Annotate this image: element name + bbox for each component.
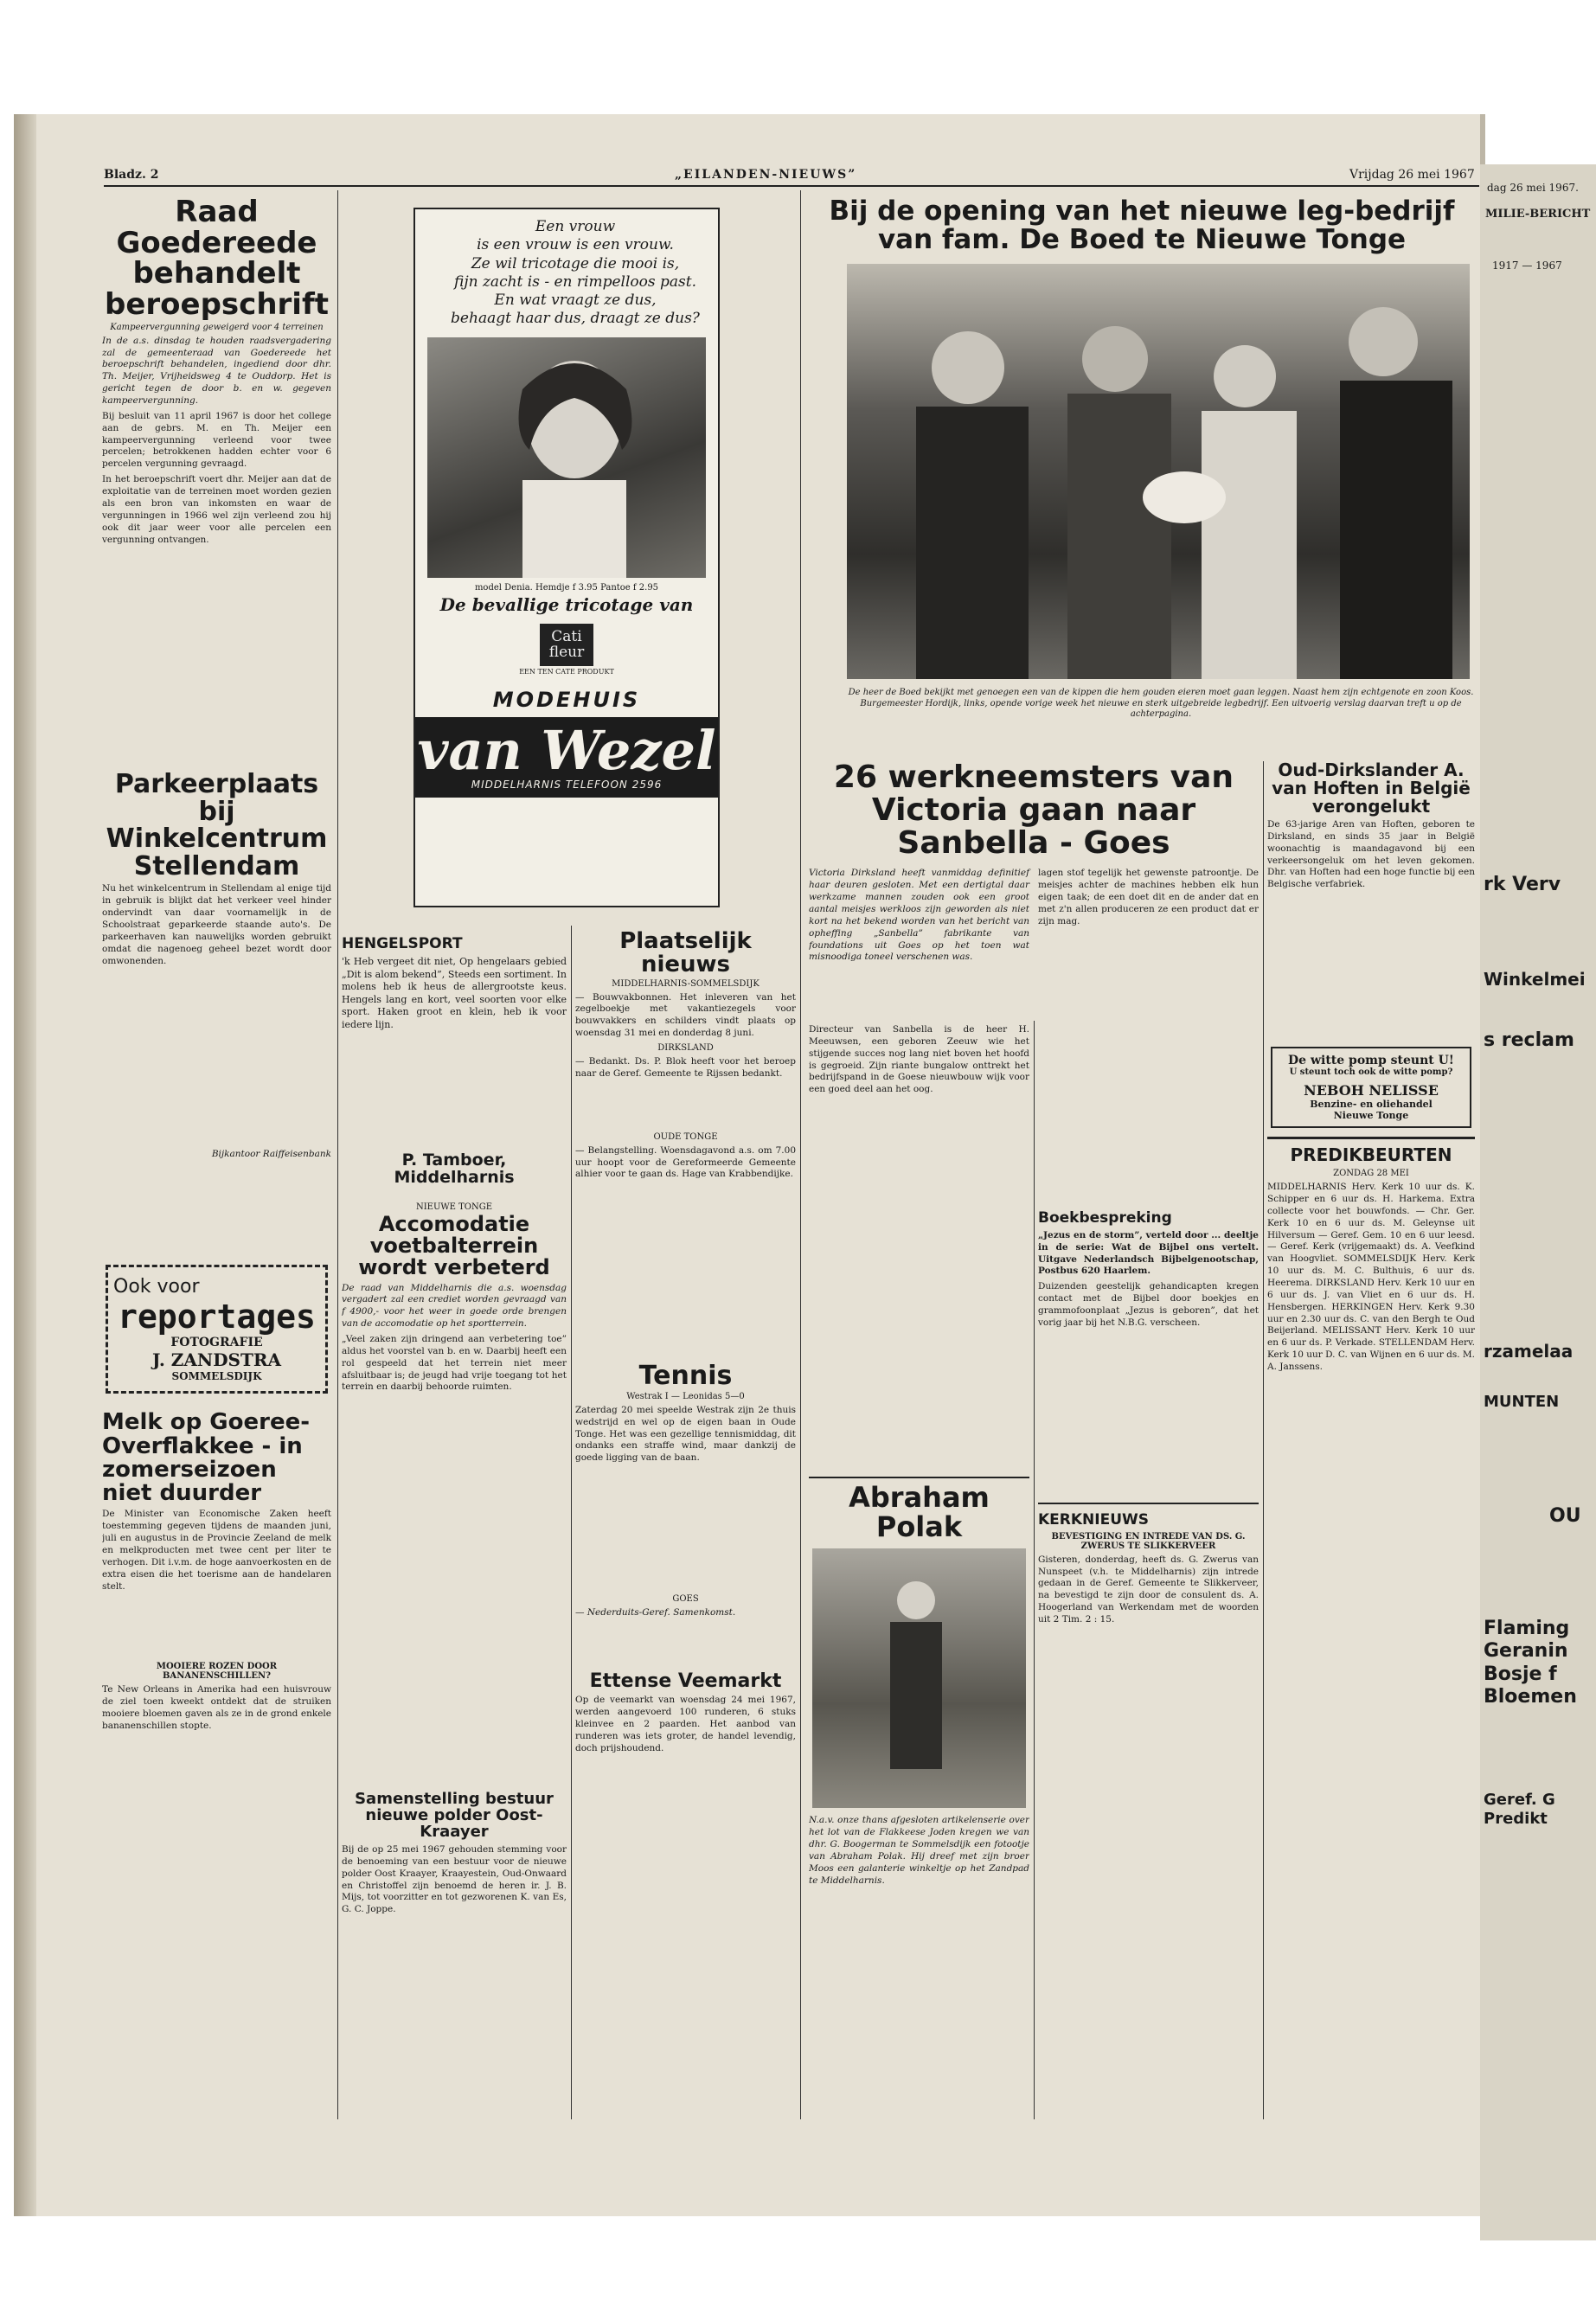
plaats-sub1: MIDDELHARNIS-SOMMELSDIJK [612, 978, 760, 989]
ad-slogan: De bevallige tricotage van [439, 593, 694, 615]
pomp-line5: Nieuwe Tonge [1333, 1110, 1409, 1122]
edge-t4: rk Verv [1484, 874, 1561, 895]
tennis-sub: Westrak I — Leonidas 5—0 [626, 1391, 745, 1401]
kerk-body: Gisteren, donderdag, heeft ds. G. Zwerus van Nunspeet (v.h. te Middelharnis) zijn intrede gedaan in de Geref. Gemeente te Slikkerveer, na bevestigd te zijn door de consulent ds. A. Hoogerland van Werkendam met de woorden uit 2 Tim. 2 : 15. [1038, 1554, 1259, 1625]
voetbal-body: „Veel zaken zijn dringend aan verbetering toe” aldus het voorstel van b. en w. Daarbij heeft een rol gespeeld dat het terrein niet meer afsluitbaar is; de jeugd had vrije toegang tot het terrein en daarbij behoorde ruimten. [342, 1333, 567, 1393]
vanwezel-ad [413, 208, 720, 907]
victoria-title: 26 werkneemsters van Victoria gaan naar Sanbella - Goes [833, 761, 1234, 861]
melk-body: De Minister van Economische Zaken heeft toestemming gegeven tijdens de maanden juni, juli en augustus in de Provincie Zeeland de melk en melkproducten met twee cent per liter te verhogen. Dit i.v.m. de hoge aanvoerkosten en de extra eisen die het toerisme aan de handelaren stelt. [102, 1509, 331, 1592]
boek-body: Duizenden geestelijk gehandicapten kregen contact met de Bijbel door boekjes en grammofoonplaat „Jezus is geboren”, dat het vorig jaar bij het N.B.G. verscheen. [1038, 1281, 1259, 1328]
veemarkt-title: Ettense Veemarkt [589, 1670, 782, 1692]
ad-verse1: Een vrouw [535, 218, 616, 235]
predik-body: MIDDELHARNIS Herv. Kerk 10 uur ds. K. Schipper en 6 uur ds. H. Harkema. Extra collecte voor het bouwfonds. — Chr. Ger. Kerk 10 en 6 uur ds. M. Geleynse uit Hilversum — Geref. Gem. 10 en 6 uur leesd. — Geref. Kerk (vrijgemaakt) ds. A. Veefkind van Hoogvliet. SOMMELSDIJK Herv. Kerk 10 uur ds. M. C. Bulthuis, 6 uur ds. Heerema. DIRKSLAND Herv. Kerk 10 uur en 6 uur ds. J. van Vliet en 6 uur ds. H. Hensbergen. HERKINGEN Herv. Kerk 9.30 uur en 2.30 uur ds. C. van den Bergh te Oud Beijerland. MELISSANT Herv. Kerk 10 uur en 6 uur ds. P. Verkade. STELLENDAM Herv. Kerk 10 uur D. C. van Wijnen en 6 uur ds. M. A. Janssens. [1267, 1182, 1475, 1373]
model-photo [427, 337, 706, 578]
ad-verse3: Ze wil tricotage die mooi is, [471, 254, 680, 272]
column-left [102, 197, 331, 2118]
main-story [809, 197, 1475, 760]
tamboer: P. Tamboer, Middelharnis [394, 1150, 515, 1188]
hengel-body: 'k Heb vergeet dit niet, Op hengelaars gebied „Dit is alom bekend”, Steeds een sortiment. In molens heb ik heus de allergrootste keus. Hengels lang en kort, veel soorten voor elke sport. Haken groot en klein, heb ik voor iedere lijn. [342, 956, 567, 1030]
voetbal-title: Accomodatie voetbalterrein wordt verbeterd [358, 1211, 550, 1280]
edge-t8: MUNTEN [1484, 1393, 1560, 1411]
goes-label: GOES [672, 1594, 699, 1605]
melk-title: Melk op Goeree-Overflakkee - in zomerseizoen niet duurder [102, 1409, 311, 1507]
samen-title: Samenstelling bestuur nieuwe polder Oost-Kraayer [355, 1790, 554, 1842]
main-title: Bij de opening van het nieuwe leg-bedrijf van fam. De Boed te Nieuwe Tonge [829, 197, 1455, 255]
zandstra-line5: SOMMELSDIJK [171, 1370, 262, 1383]
polak-caption: N.a.v. onze thans afgesloten artikelenserie over het lot van de Flakkeese Joden kregen we van dhr. G. Boogerman te Sommelsdijk een fotootje van Abraham Polak. Hij dreef met zijn broer Moos een galanterie winkeltje op het Zandpad te Middelharnis. [809, 1815, 1029, 1886]
boek-title: Boekbespreking [1038, 1208, 1172, 1227]
melk-sub: MOOIERE ROZEN DOOR BANANENSCHILLEN? [156, 1662, 278, 1682]
page-header [104, 164, 1479, 187]
shop2: van Wezel [417, 718, 716, 782]
ad-verse2: is een vrouw is een vrouw. [477, 236, 674, 254]
zandstra-line3: FOTOGRAFIE [170, 1336, 263, 1350]
brand1: Cati [551, 627, 582, 645]
edge-t7: rzamelaa [1484, 1341, 1574, 1362]
victoria-story [809, 761, 1259, 1021]
catifleur-logo [540, 624, 593, 666]
plaats-body2: — Bedankt. Ds. P. Blok heeft voor het beroep naar de Geref. Gemeente te Rijssen bedankt. [575, 1056, 796, 1079]
raad-lead: In de a.s. dinsdag te houden raadsvergadering zal de gemeenteraad van Goedereede het beroepschrift behandelen, ingediend door dhr. Th. Meijer, Vrijheidsweg 4 te Ouddorp. Het is gericht tegen de door b. en w. gegeven kampeervergunning. [102, 335, 331, 407]
pomp-line4: Benzine- en oliehandel [1310, 1099, 1433, 1111]
zandstra-line1: Ook voor [113, 1276, 200, 1298]
shop1: MODEHUIS [492, 687, 641, 712]
plaats-body1: — Bouwvakbonnen. Het inleveren van het zegelboekje met vakantiezegels voor bouwvakkers en schilders vindt plaats op woensdag 31 mei en donderdag 8 juni. [575, 991, 796, 1039]
victoria-lead: Victoria Dirksland heeft vanmiddag definitief haar deuren gesloten. Met een dertigtal daar werkzame mannen zouden ook een groot aantal meisjes werkloos zijn geworden als niet kort na het bekend worden van het bericht van opheffing „Sanbella” fabrikante van foundations uit Goes op het toen wat misnoodiga toneel verschenen was. [809, 868, 1029, 963]
predik-date: ZONDAG 28 MEI [1333, 1169, 1409, 1179]
parkeer-title: Parkeerplaats bij Winkelcentrum Stellendam [106, 769, 328, 881]
victoria-body2: lagen stof tegelijk het gewenste patroontje. De meisjes achter de machines hebben elk hun eigen taak; de een doet dit en de ander dat en met z'n allen produceren ze een product dat er zijn mag. [1038, 868, 1259, 926]
parkeer-body: Nu het winkelcentrum in Stellendam al enige tijd in gebruik is blijkt dat het verkeer veel hinder ondervindt van daar voornamelijk in de Schoolstraat geparkeerde staande auto's. De parkeerhaven kan nauwelijks worden gebruikt omdat die nagenoeg geheel bezet wordt door omwonenden. [102, 883, 331, 966]
tennis-title: Tennis [638, 1361, 733, 1392]
legbedrijf-photo [847, 264, 1470, 679]
edge-t11: Geref. G Predikt [1484, 1791, 1555, 1828]
parkeer-sign: Bijkantoor Raiffeisenbank [211, 1149, 331, 1160]
edge-t5: Winkelmei [1484, 969, 1586, 990]
edge-t9: OU [1549, 1505, 1581, 1527]
zandstra-ad [106, 1265, 328, 1394]
samen-body: Bij de op 25 mei 1967 gehouden stemming voor de benoeming van een bestuur voor de nieuwe polder Oost Kraayer, Kraayestein, Oud-Onwaard en Christoffel zijn benoemd de heren ir. J. B. Mijs, tot voorzitter en tot gezworenen K. van Es, G. C. Joppe. [342, 1843, 567, 1915]
oud-title: Oud-Dirkslander A. van Hoften in België verongelukt [1272, 761, 1471, 817]
raad-title: Raad Goedereede behandelt beroepschrift [105, 197, 329, 323]
edge-date: dag 26 mei 1967. [1487, 182, 1579, 194]
plaats-sub3: OUDE TONGE [653, 1131, 718, 1142]
raad-sub: Kampeervergunning geweigerd voor 4 terreinen [110, 322, 324, 332]
shop3: MIDDELHARNIS TELEFOON 2596 [471, 778, 663, 791]
veemarkt-body: Op de veemarkt van woensdag 24 mei 1967, werden aangevoerd 100 runderen, 6 stuks kleinvee en 2 paarden. Het aanbod van runderen was iets groter, de handel levendig, doch prijshoudend. [575, 1695, 796, 1753]
plaats-body3: — Belangstelling. Woensdagavond a.s. om 7.00 uur hoopt voor de Gereformeerde Gemeente alhier voor te gaan ds. Hage van Krabbendijke. [575, 1144, 796, 1180]
zandstra-line2: reportages [118, 1298, 316, 1336]
edge-t2: MILIE-BERICHT [1485, 208, 1591, 221]
voetbal-label: NIEUWE TONGE [415, 1202, 493, 1212]
victoria-body1: Directeur van Sanbella is de heer H. Meeuwsen, een geboren Zeeuw wie het stijgende succes nog lang niet boven het hoofd is gegroeid. Zijn riante bungalow onttrekt het bedrijfspand in de Goese nieuwbouw wijk voor een goed deel aan het oog. [809, 1024, 1029, 1095]
brand2: fleur [548, 644, 585, 662]
kerk-title: KERKNIEUWS [1038, 1503, 1259, 1529]
oud-body: De 63-jarige Aren van Hoften, geboren te Dirksland, en sinds 35 jaar in België woonachtig is maandagavond bij een verkeersongeluk om het leven gekomen. Dhr. van Hoften had een hoge functie bij een Belgische verfabriek. [1267, 819, 1475, 890]
pomp-line1: De witte pomp steunt U! [1288, 1054, 1454, 1068]
column-boek-kerk [1038, 1021, 1259, 2119]
page-date: Vrijdag 26 mei 1967 [1349, 168, 1475, 182]
edge-t3: 1917 — 1967 [1492, 260, 1562, 272]
pomp-line3: NEBOH NELISSE [1304, 1082, 1439, 1099]
predik-title: PREDIKBEURTEN [1267, 1137, 1475, 1165]
plaats-title: Plaatselijk nieuws [619, 930, 752, 978]
column-victoria-polak [809, 1021, 1029, 2119]
polak-title: Abraham Polak [849, 1481, 990, 1543]
voetbal-lead: De raad van Middelharnis die a.s. woensdag vergadert zal een crediet worden gevraagd van f 4900,- voor het weer in goede orde brengen van de accomodatie op het sportterrein. [342, 1282, 567, 1330]
woman-figure-icon [427, 337, 704, 578]
hengel-title: HENGELSPORT [342, 935, 463, 952]
column-center-right [575, 930, 796, 2115]
column-right [1267, 761, 1475, 2119]
zandstra-line4: J. ZANDSTRA [151, 1349, 282, 1371]
melk-body2: Te New Orleans in Amerika had een huisvrouw de ziel toen kweekt ontdekt dat de struiken mooiere bloemen gaven als ze in de grond enkele bananenschillen stopte. [102, 1684, 331, 1732]
column-center-left [342, 930, 567, 2115]
polak-photo [812, 1548, 1026, 1808]
people-group-icon [847, 264, 1470, 679]
edge-t10: Flaming Geranin Bosje f Bloemen [1484, 1618, 1577, 1708]
edge-t6: s reclam [1484, 1029, 1574, 1051]
tennis-body: Zaterdag 20 mei speelde Westrak zijn 2e thuis wedstrijd en wel op de eigen baan in Oude Tonge. Het was een gezellige tennismiddag, dit ondanks een straffe wind, maar dankzij de goede ligging van de baan. [575, 1404, 796, 1464]
pomp-line2: U steunt toch ook de witte pomp? [1289, 1067, 1453, 1078]
facing-page-edge [1480, 164, 1596, 2240]
paper-name: „EILANDEN-NIEUWS” [675, 168, 857, 182]
kerk-sub: BEVESTIGING EN INTREDE VAN DS. G. ZWERUS TE SLIKKERVEER [1051, 1531, 1246, 1551]
ad-verse4: fijn zacht is - en rimpelloos past. [454, 272, 696, 291]
goes-sub: — Nederduits-Geref. Samenkomst. [575, 1607, 736, 1618]
ad-model: model Denia. Hemdje f 3.95 Pantoe f 2.95 [474, 582, 659, 593]
ad-verse5: En wat vraagt ze dus, [494, 292, 657, 309]
ad-verse6: behaagt haar dus, draagt ze dus? [451, 310, 700, 328]
plaats-sub2: DIRKSLAND [657, 1043, 714, 1054]
raad-body1: Bij besluit van 11 april 1967 is door het college aan de gebrs. M. en Th. Meijer een kampeervergunning verleend voor twee percelen; betrokkenen hadden echter voor 6 percelen vergunning gevraagd. [102, 410, 331, 470]
main-caption: De heer de Boed bekijkt met genoegen een van de kippen die hem gouden eieren moet gaan leggen. Naast hem zijn echtgenote en zoon Koos. Burgemeester Hordijk, links, opende vorige week het nieuwe en sterk uitgebreide legbedrijf. Een uitvoerig verslag daarvan treft u op de achterpagina. [848, 688, 1474, 720]
brand-sub: EEN TEN CATE PRODUKT [519, 667, 614, 676]
page-number: Bladz. 2 [104, 168, 159, 182]
pomp-ad [1271, 1047, 1471, 1128]
boek-sub: „Jezus en de storm”, verteld door ... deeltje in de serie: Wat de Bijbel ons vertelt. Uitgave Nederlandsch Bijbelgenootschap, Postbus 620 Haarlem. [1038, 1229, 1259, 1277]
binding-spine [14, 114, 36, 2216]
raad-body2: In het beroepschrift voert dhr. Meijer aan dat de exploitatie van de terreinen moet worden gezien als een bron van inkomsten en waar de vergunningen in 1966 wel zijn verleend zou hij ook dit jaar weer voor alle percelen een vergunning ontvangen. [102, 474, 331, 545]
man-figure-icon [812, 1548, 1020, 1808]
